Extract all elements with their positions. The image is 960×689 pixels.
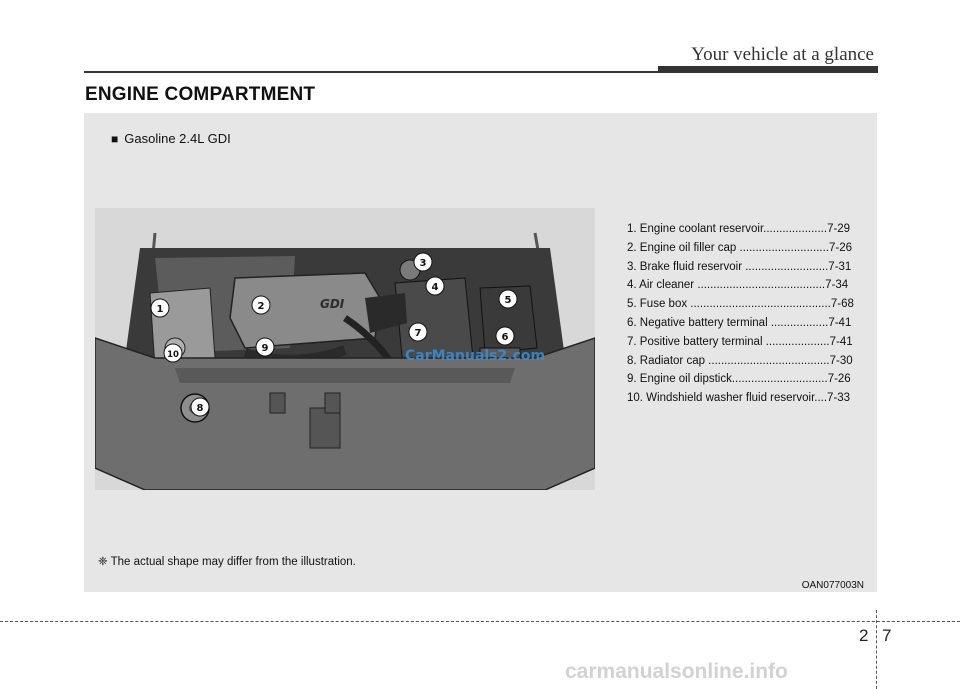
legend-item: 9. Engine oil dipstick..............................7-26 xyxy=(627,373,851,386)
callout-8 xyxy=(191,398,209,416)
illustration-note: ❈ The actual shape may differ from the illustration. xyxy=(98,556,356,568)
footer-watermark: carmanualsonline.info xyxy=(565,660,788,683)
callout-3 xyxy=(414,253,432,271)
callout-1 xyxy=(151,299,169,317)
callout-4 xyxy=(426,277,444,295)
svg-text:1: 1 xyxy=(156,304,164,315)
footer-rule xyxy=(0,621,960,622)
engine-variant xyxy=(111,131,231,146)
header-title: Your vehicle at a glance xyxy=(691,44,874,65)
callout-5 xyxy=(499,290,517,308)
legend-item: 4. Air cleaner ........................................7-34 xyxy=(627,279,849,292)
engine-compartment-illustration xyxy=(95,208,595,490)
callout-10 xyxy=(164,344,182,362)
legend-item: 2. Engine oil filler cap ............................7-26 xyxy=(627,241,852,254)
legend-item: 8. Radiator cap ......................................7-30 xyxy=(627,354,853,367)
legend-item: 6. Negative battery terminal ..................7-41 xyxy=(627,316,852,329)
engine-variant-label: Gasoline 2.4L GDI xyxy=(124,131,231,146)
section-title: ENGINE COMPARTMENT xyxy=(85,84,316,105)
header-rule xyxy=(84,71,660,73)
callout-2 xyxy=(252,296,270,314)
legend-item: 5. Fuse box ............................................7-68 xyxy=(627,298,854,311)
callout-7 xyxy=(409,323,427,341)
svg-text:2: 2 xyxy=(257,301,265,312)
svg-text:9: 9 xyxy=(261,343,269,354)
legend-item: 7. Positive battery terminal ....................7-41 xyxy=(627,335,853,348)
page-number: 7 xyxy=(882,626,892,645)
legend-item: 1. Engine coolant reservoir....................7-29 xyxy=(627,223,851,235)
callout-9 xyxy=(256,338,274,356)
legend-item: 3. Brake fluid reservoir ..........................7-31 xyxy=(627,260,852,273)
callout-6 xyxy=(496,327,514,345)
svg-text:10: 10 xyxy=(167,350,179,360)
svg-text:7: 7 xyxy=(414,328,422,339)
header-bar xyxy=(658,66,878,73)
svg-text:4: 4 xyxy=(431,282,439,293)
page-chapter: 2 xyxy=(859,626,869,645)
illustration-watermark: CarManuals2.com xyxy=(405,348,546,364)
component-legend xyxy=(627,220,869,408)
svg-text:8: 8 xyxy=(196,403,204,414)
figure-code: OAN077003N xyxy=(801,580,864,591)
square-bullet-icon: ■ xyxy=(111,132,119,146)
svg-text:5: 5 xyxy=(504,295,512,306)
svg-text:6: 6 xyxy=(501,332,509,343)
footer-divider xyxy=(876,610,877,689)
svg-text:3: 3 xyxy=(419,258,427,269)
legend-item: 10. Windshield washer fluid reservoir....7-33 xyxy=(627,392,851,405)
gdi-badge: GDI xyxy=(320,297,345,311)
